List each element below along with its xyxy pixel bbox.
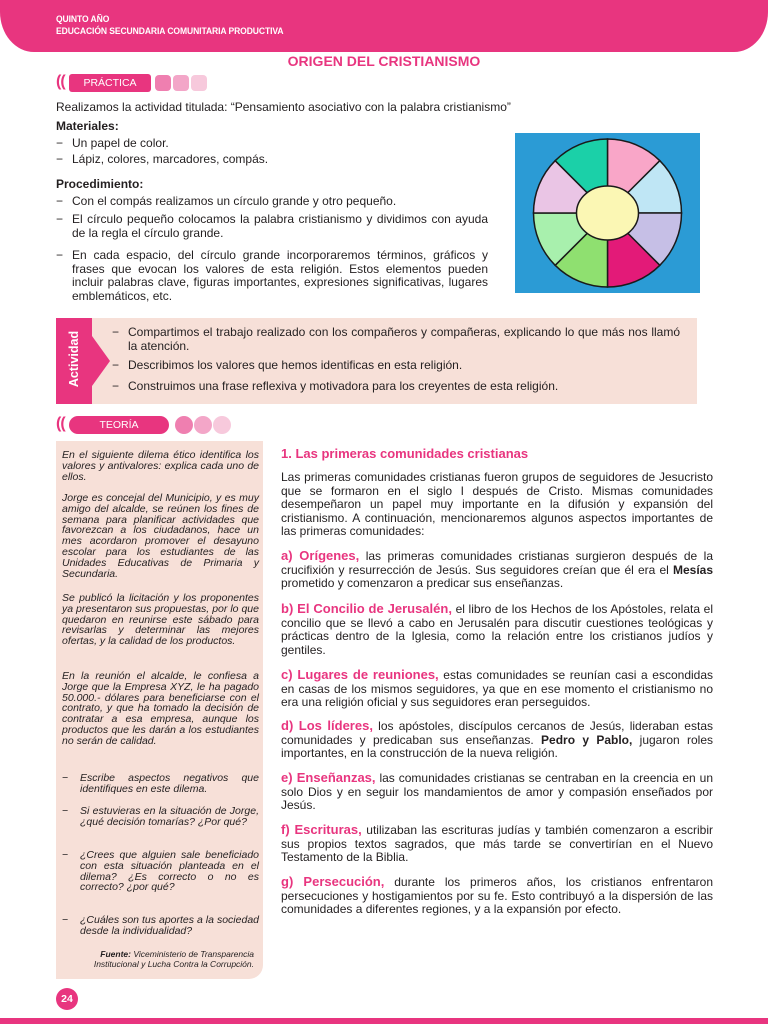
question-item: − ¿Crees que alguien sale beneficiado con esta situación planteada en el dilema? ¿Es correcto o no es correcto? ¿por qué? bbox=[62, 849, 259, 894]
sidebar-paragraph: En la reunión el alcalde, le confiesa a Jorge que la Empresa XYZ, le ha pagado 50.000.- dólares para beneficiarse con el contrato, y que ha tomado la decisión de contratar a esa empresa, aunque los productos que les darán a los estudiantes no serán de calidad. bbox=[62, 670, 259, 747]
practica-intro: Realizamos la actividad titulada: “Pensamiento asociativo con la palabra cristianismo” bbox=[56, 100, 511, 114]
arrow-icon bbox=[92, 336, 110, 386]
wheel-center bbox=[577, 186, 639, 240]
question-item: − Si estuvieras en la situación de Jorge, ¿qué decisión tomarías? ¿Por qué? bbox=[62, 805, 259, 828]
header-band bbox=[0, 0, 768, 52]
bracket-icon: (( bbox=[56, 73, 65, 90]
bracket-icon: (( bbox=[56, 415, 65, 432]
practica-label: PRÁCTICA bbox=[69, 74, 151, 92]
intro-paragraph: Las primeras comunidades cristianas fueron grupos de seguidores de Jesucristo que se formaron en el siglo I después de Cristo. Mismas comunidades desempeñaron un papel muy importante en la difusión y expansión del cristianismo. A continuación, mencionaremos algunos aspectos importantes de las primeras comunidades: bbox=[281, 470, 713, 538]
teoria-label: TEORÍA bbox=[69, 416, 169, 434]
list-item: − Describimos los valores que hemos identificas en esta religión. bbox=[112, 358, 463, 372]
point-lideres: d) Los líderes, los apóstoles, discípulos cercanos de Jesús, lideraban estas comunidades y predicaban sus enseñanzas. Pedro y Pablo, jugaron roles importantes, en la construcción de la nueva religión. bbox=[281, 718, 714, 760]
section-heading: 1. Las primeras comunidades cristianas bbox=[281, 446, 529, 461]
sidebar-paragraph: En el siguiente dilema ético identifica los valores y antivalores: explica cada uno de ellos. bbox=[62, 449, 259, 483]
list-item: − Con el compás realizamos un círculo grande y otro pequeño. bbox=[56, 194, 397, 208]
decor-circle-icon bbox=[194, 416, 212, 434]
page-title: ORIGEN DEL CRISTIANISMO bbox=[287, 53, 481, 69]
practica-section-tag bbox=[56, 74, 226, 92]
point-lugares: c) Lugares de reuniones, estas comunidades se reunían casi a escondidas en casas de los mismos seguidores, ya que en ese momento el cristianismo no era una religión oficial y sus seguidores eran perseguidos. bbox=[281, 667, 714, 709]
list-item: − Lápiz, colores, marcadores, compás. bbox=[56, 152, 269, 166]
point-concilio: b) El Concilio de Jerusalén, el libro de los Hechos de los Apóstoles, relata el concilio que se llevó a cabo en Jerusalén para discutir cuestiones teológicas y prácticas dentro de la Iglesia, como la relación entre los cristianos judíos y gentiles. bbox=[281, 601, 713, 657]
decor-square-icon bbox=[155, 75, 171, 91]
question-item: − ¿Cuáles son tus aportes a la sociedad desde la individualidad? bbox=[62, 914, 259, 937]
procedimiento-heading: Procedimiento: bbox=[56, 177, 144, 191]
list-item: − Un papel de color. bbox=[56, 136, 169, 150]
list-item: − En cada espacio, del círculo grande incorporaremos términos, gráficos y frases que evocan los valores de esta religión. Estos elementos pueden incluir palabras clave, figuras importantes, expresiones significativas, lugares emblemáticos, etc. bbox=[56, 248, 488, 303]
sidebar-paragraph: Se publicó la licitación y los proponentes ya presentaron sus propuestas, por lo que quedaron en reunirse este sábado para revisarlas y determinar las mejores ofertas, y la calidad de los productos. bbox=[62, 592, 259, 648]
teoria-section-tag bbox=[56, 416, 236, 434]
decor-circle-icon bbox=[213, 416, 231, 434]
list-item: − Compartimos el trabajo realizado con los compañeros y compañeras, explicando lo que más nos llamó la atención. bbox=[112, 325, 680, 353]
program-label: EDUCACIÓN SECUNDARIA COMUNITARIA PRODUCTIVA bbox=[56, 26, 284, 37]
actividad-label: Actividad bbox=[67, 330, 81, 388]
decor-square-icon bbox=[191, 75, 207, 91]
actividad-box bbox=[56, 318, 697, 404]
dilemma-sidebar bbox=[56, 441, 263, 979]
sidebar-paragraph: Jorge es concejal del Municipio, y es muy amigo del alcalde, se reúnen los fines de semana para planificar actividades que favorezcan a los ciudadanos, hace un mes acordaron promover el desayuno escolar para los estudiantes de las Unidades Educativas de Primaria y Secundaria. bbox=[62, 492, 259, 580]
wheel-graphic bbox=[515, 133, 700, 293]
point-persecucion: g) Persecución, durante los primeros años, los cristianos enfrentaron persecuciones y hostigamientos por su fe. Esto contribuyó a la dispersión de las comunidades a diferentes regiones, y a la expansión por efecto. bbox=[281, 874, 713, 916]
circle-wheel-illustration bbox=[515, 133, 700, 293]
point-ensenanzas: e) Enseñanzas, las comunidades cristianas se centraban en la creencia en un solo Dios y en seguir los mandamientos de amor y compasión enseñados por Jesús. bbox=[281, 770, 713, 812]
decor-circle-icon bbox=[175, 416, 193, 434]
footer-band bbox=[0, 1018, 768, 1024]
grade-label: QUINTO AÑO bbox=[56, 14, 110, 25]
question-item: − Escribe aspectos negativos que identifiques en este dilema. bbox=[62, 772, 259, 795]
list-item: − Construimos una frase reflexiva y motivadora para los creyentes de esta religión. bbox=[112, 379, 559, 393]
source-note: Fuente: Viceministerio de Transparencia Institucional y Lucha Contra la Corrupción. bbox=[93, 949, 254, 969]
point-escrituras: f) Escrituras, utilizaban las escrituras judías y también comenzaron a escribir sus propios textos sagrados, que más tarde se convertirían en el Nuevo Testamento de la Biblia. bbox=[281, 822, 713, 864]
decor-square-icon bbox=[173, 75, 189, 91]
materiales-heading: Materiales: bbox=[56, 119, 119, 133]
list-item: − El círculo pequeño colocamos la palabra cristianismo y dividimos con ayuda de la regla el círculo grande. bbox=[56, 212, 488, 240]
point-origenes: a) Orígenes, las primeras comunidades cristianas surgieron después de la crucifixión y resurrección de Jesús. Sus seguidores creían que él era el Mesías prometido y comenzaron a predicar sus enseñanzas. bbox=[281, 548, 714, 590]
page-number: 24 bbox=[56, 988, 78, 1010]
